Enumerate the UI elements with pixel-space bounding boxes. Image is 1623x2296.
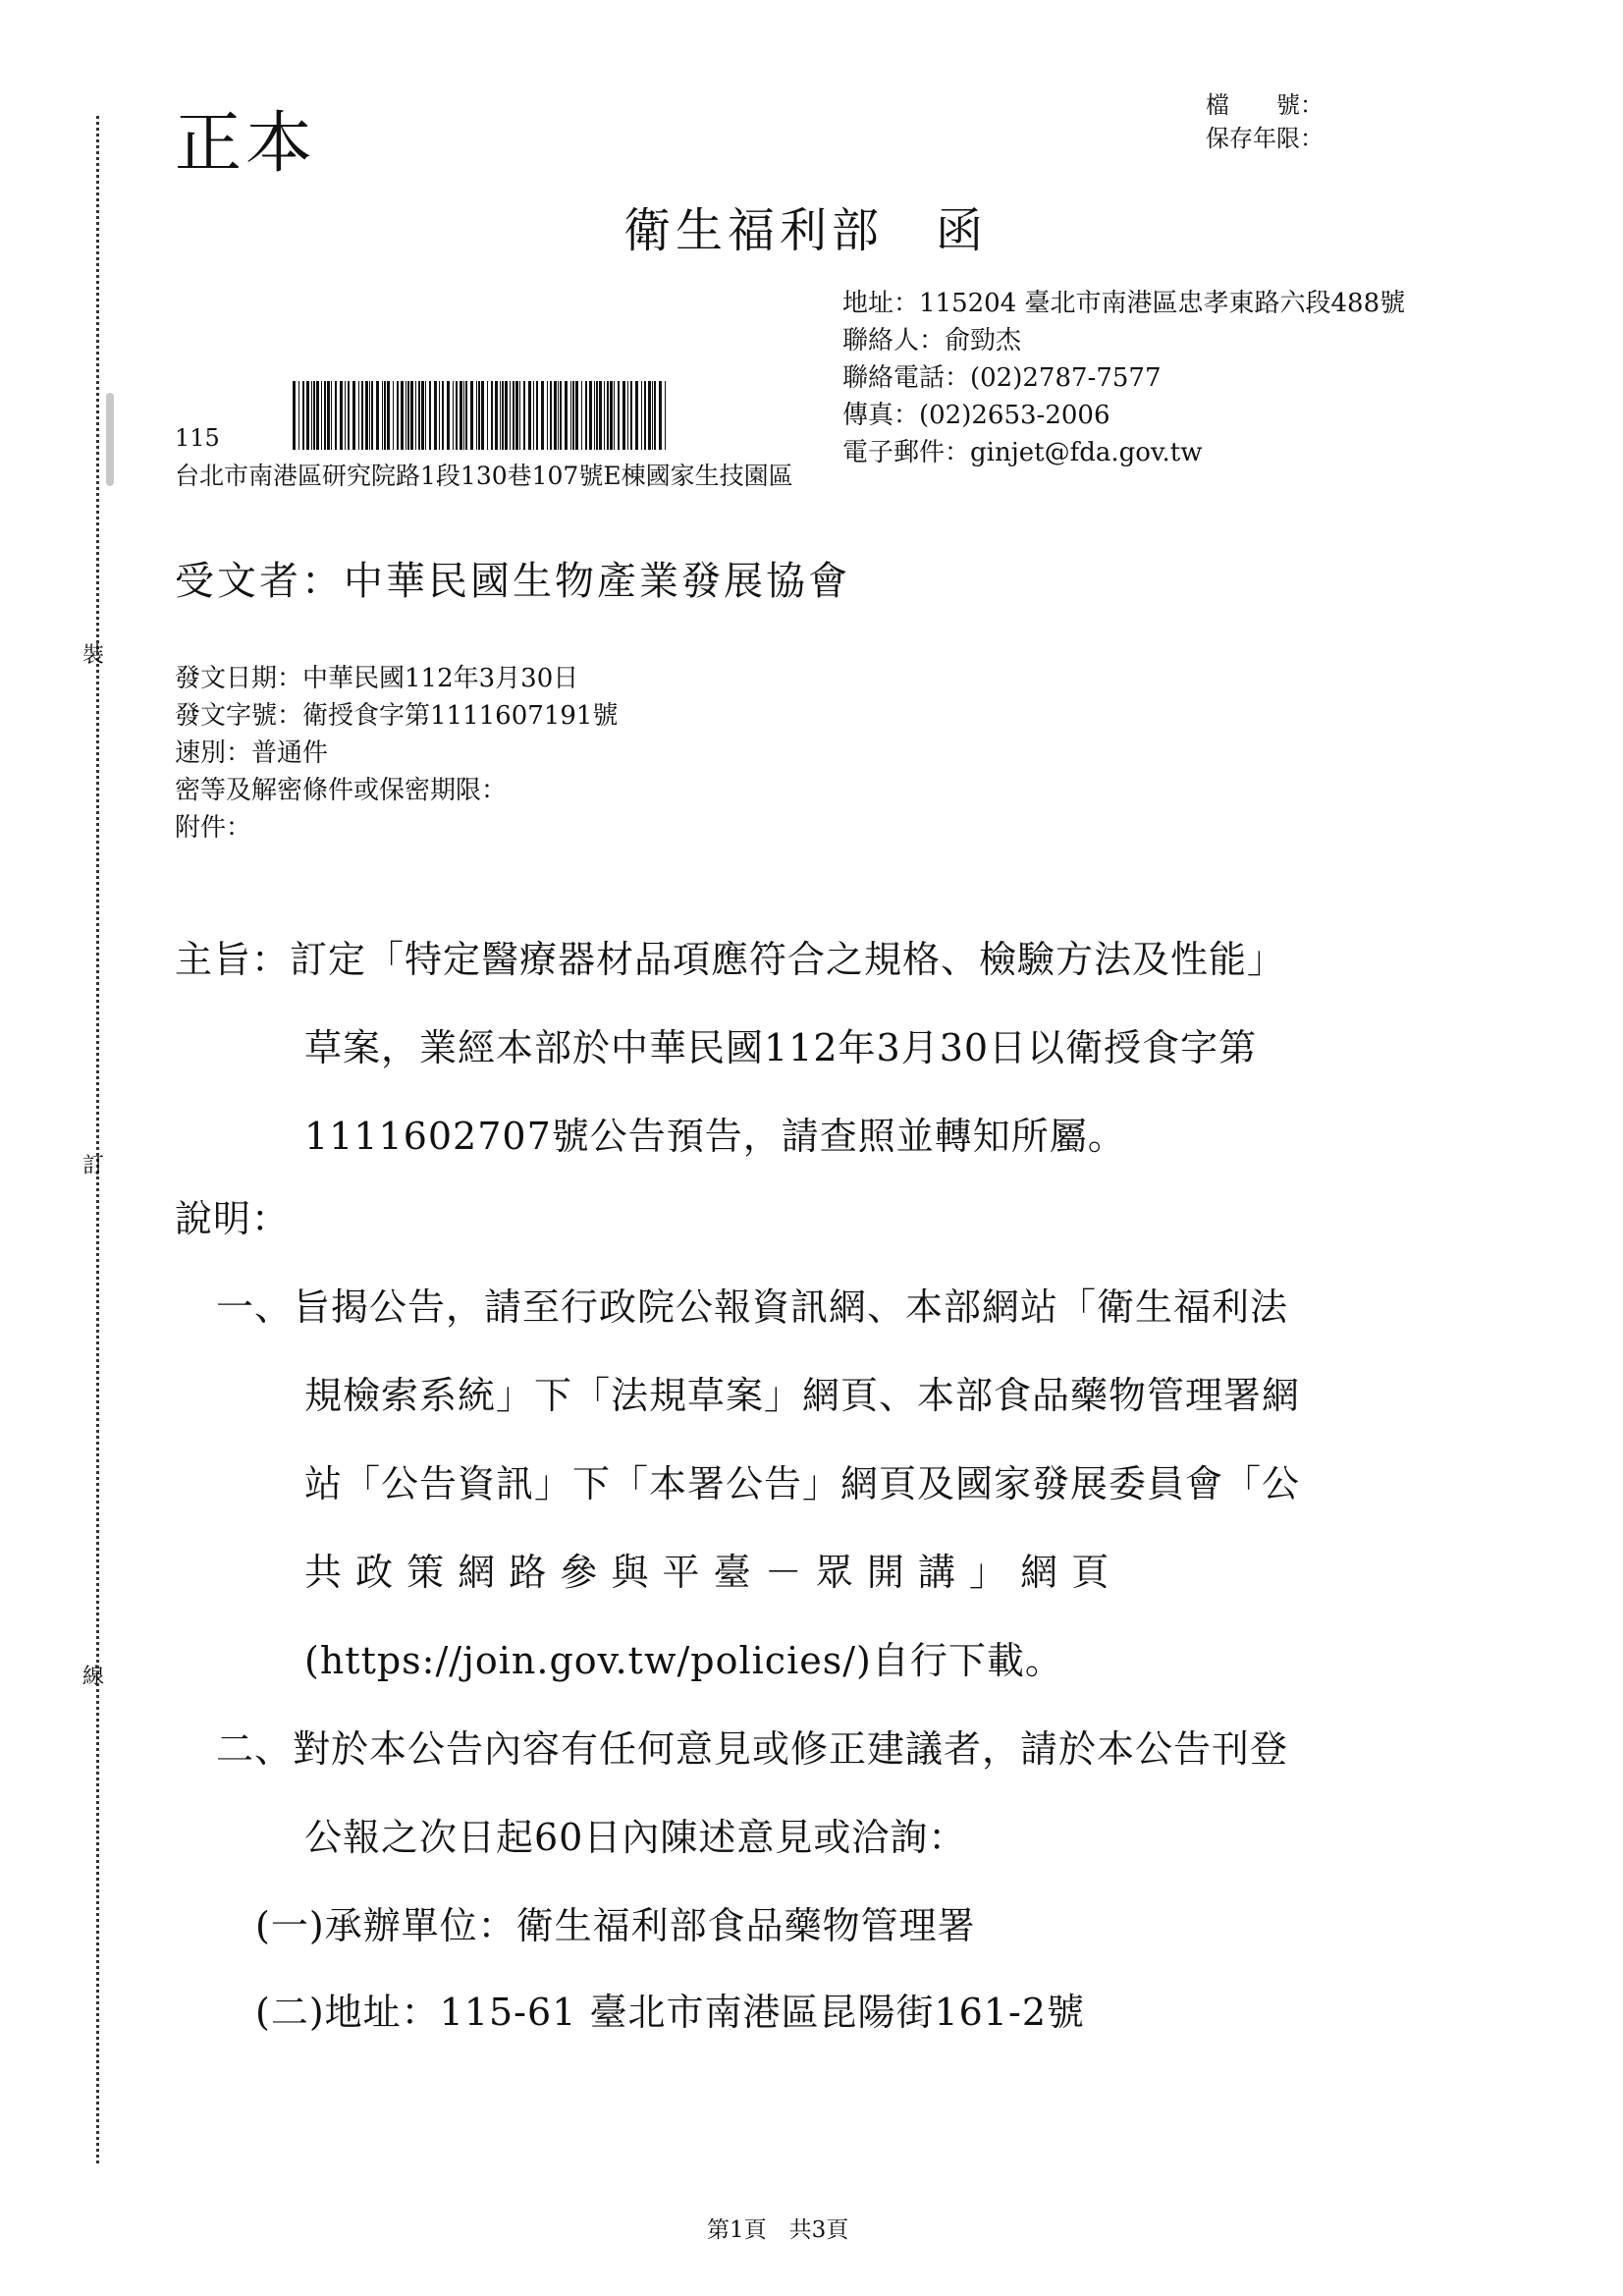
scan-mark xyxy=(106,393,114,486)
explanation-item-1-url-line: (https://join.gov.tw/policies/)自行下載。 xyxy=(304,1639,1063,1682)
retention-period-label: 保存年限： xyxy=(1206,125,1324,152)
attachment-label: 附件： xyxy=(175,813,252,843)
explanation-sub-item-2: (二)地址：115-61 臺北市南港區昆陽街161-2號 xyxy=(255,1991,1086,2034)
explanation-item-1-line-1: 一、旨揭公告，請至行政院公報資訊網、本部網站「衛生福利法 xyxy=(216,1285,1289,1329)
page-number: 第1頁 共3頁 xyxy=(707,2217,849,2243)
explanation-heading: 說明： xyxy=(175,1197,291,1240)
explanation-item-1-line-3: 站「公告資訊」下「本署公告」網頁及國家發展委員會「公 xyxy=(304,1462,1301,1505)
explanation-item-1-line-4: 共 政 策 網 路 參 與 平 臺 － 眾 開 講 」 網 頁 xyxy=(304,1551,1110,1594)
document-meta xyxy=(175,660,618,847)
confidentiality-level: 密等及解密條件或保密期限： xyxy=(175,776,508,805)
binding-mark-zhuang: 裝 xyxy=(82,643,105,668)
document-number: 發文字號：衛授食字第1111607191號 xyxy=(175,701,619,731)
contact-block xyxy=(842,285,1405,471)
explanation-item-2-line-2: 公報之次日起60日內陳述意見或洽詢： xyxy=(304,1816,967,1859)
recipient-line: 受文者：中華民國生物產業發展協會 xyxy=(175,559,850,604)
mailing-address: 台北市南港區研究院路1段130巷107號E棟國家生技園區 xyxy=(175,462,793,490)
binding-mark-ding: 訂 xyxy=(82,1154,105,1178)
filing-info xyxy=(1206,88,1324,155)
contact-address: 地址：115204 臺北市南港區忠孝東路六段488號 xyxy=(842,289,1406,318)
issue-date: 發文日期：中華民國112年3月30日 xyxy=(175,664,579,693)
explanation-sub-item-1: (一)承辦單位：衛生福利部食品藥物管理署 xyxy=(255,1904,976,1947)
original-copy-mark: 正本 xyxy=(175,105,317,183)
delivery-speed: 速別：普通件 xyxy=(175,738,329,768)
subject-line-3: 1111602707號公告預告，請查照並轉知所屬。 xyxy=(304,1115,1126,1158)
file-number-label: 檔 號： xyxy=(1206,91,1324,119)
agency-title: 衛生福利部 函 xyxy=(623,203,989,258)
subject-line-1: 主旨：訂定「特定醫療器材品項應符合之規格、檢驗方法及性能」 xyxy=(175,938,1286,981)
mailing-postcode: 115 xyxy=(175,424,220,452)
binding-mark-xian: 線 xyxy=(82,1665,105,1689)
contact-person: 聯絡人：俞勁杰 xyxy=(842,326,1022,355)
binding-dotted-line xyxy=(96,116,99,2163)
explanation-item-2-line-1: 二、對於本公告內容有任何意見或修正建議者，請於本公告刊登 xyxy=(216,1727,1289,1771)
postal-barcode xyxy=(293,381,668,450)
explanation-item-1-line-2: 規檢索系統」下「法規草案」網頁、本部食品藥物管理署網 xyxy=(304,1374,1301,1417)
subject-line-2: 草案，業經本部於中華民國112年3月30日以衛授食字第 xyxy=(304,1026,1258,1069)
contact-phone: 聯絡電話：(02)2787-7577 xyxy=(842,363,1162,393)
contact-fax: 傳真：(02)2653-2006 xyxy=(842,401,1110,430)
contact-email: 電子郵件：ginjet@fda.gov.tw xyxy=(842,438,1203,467)
